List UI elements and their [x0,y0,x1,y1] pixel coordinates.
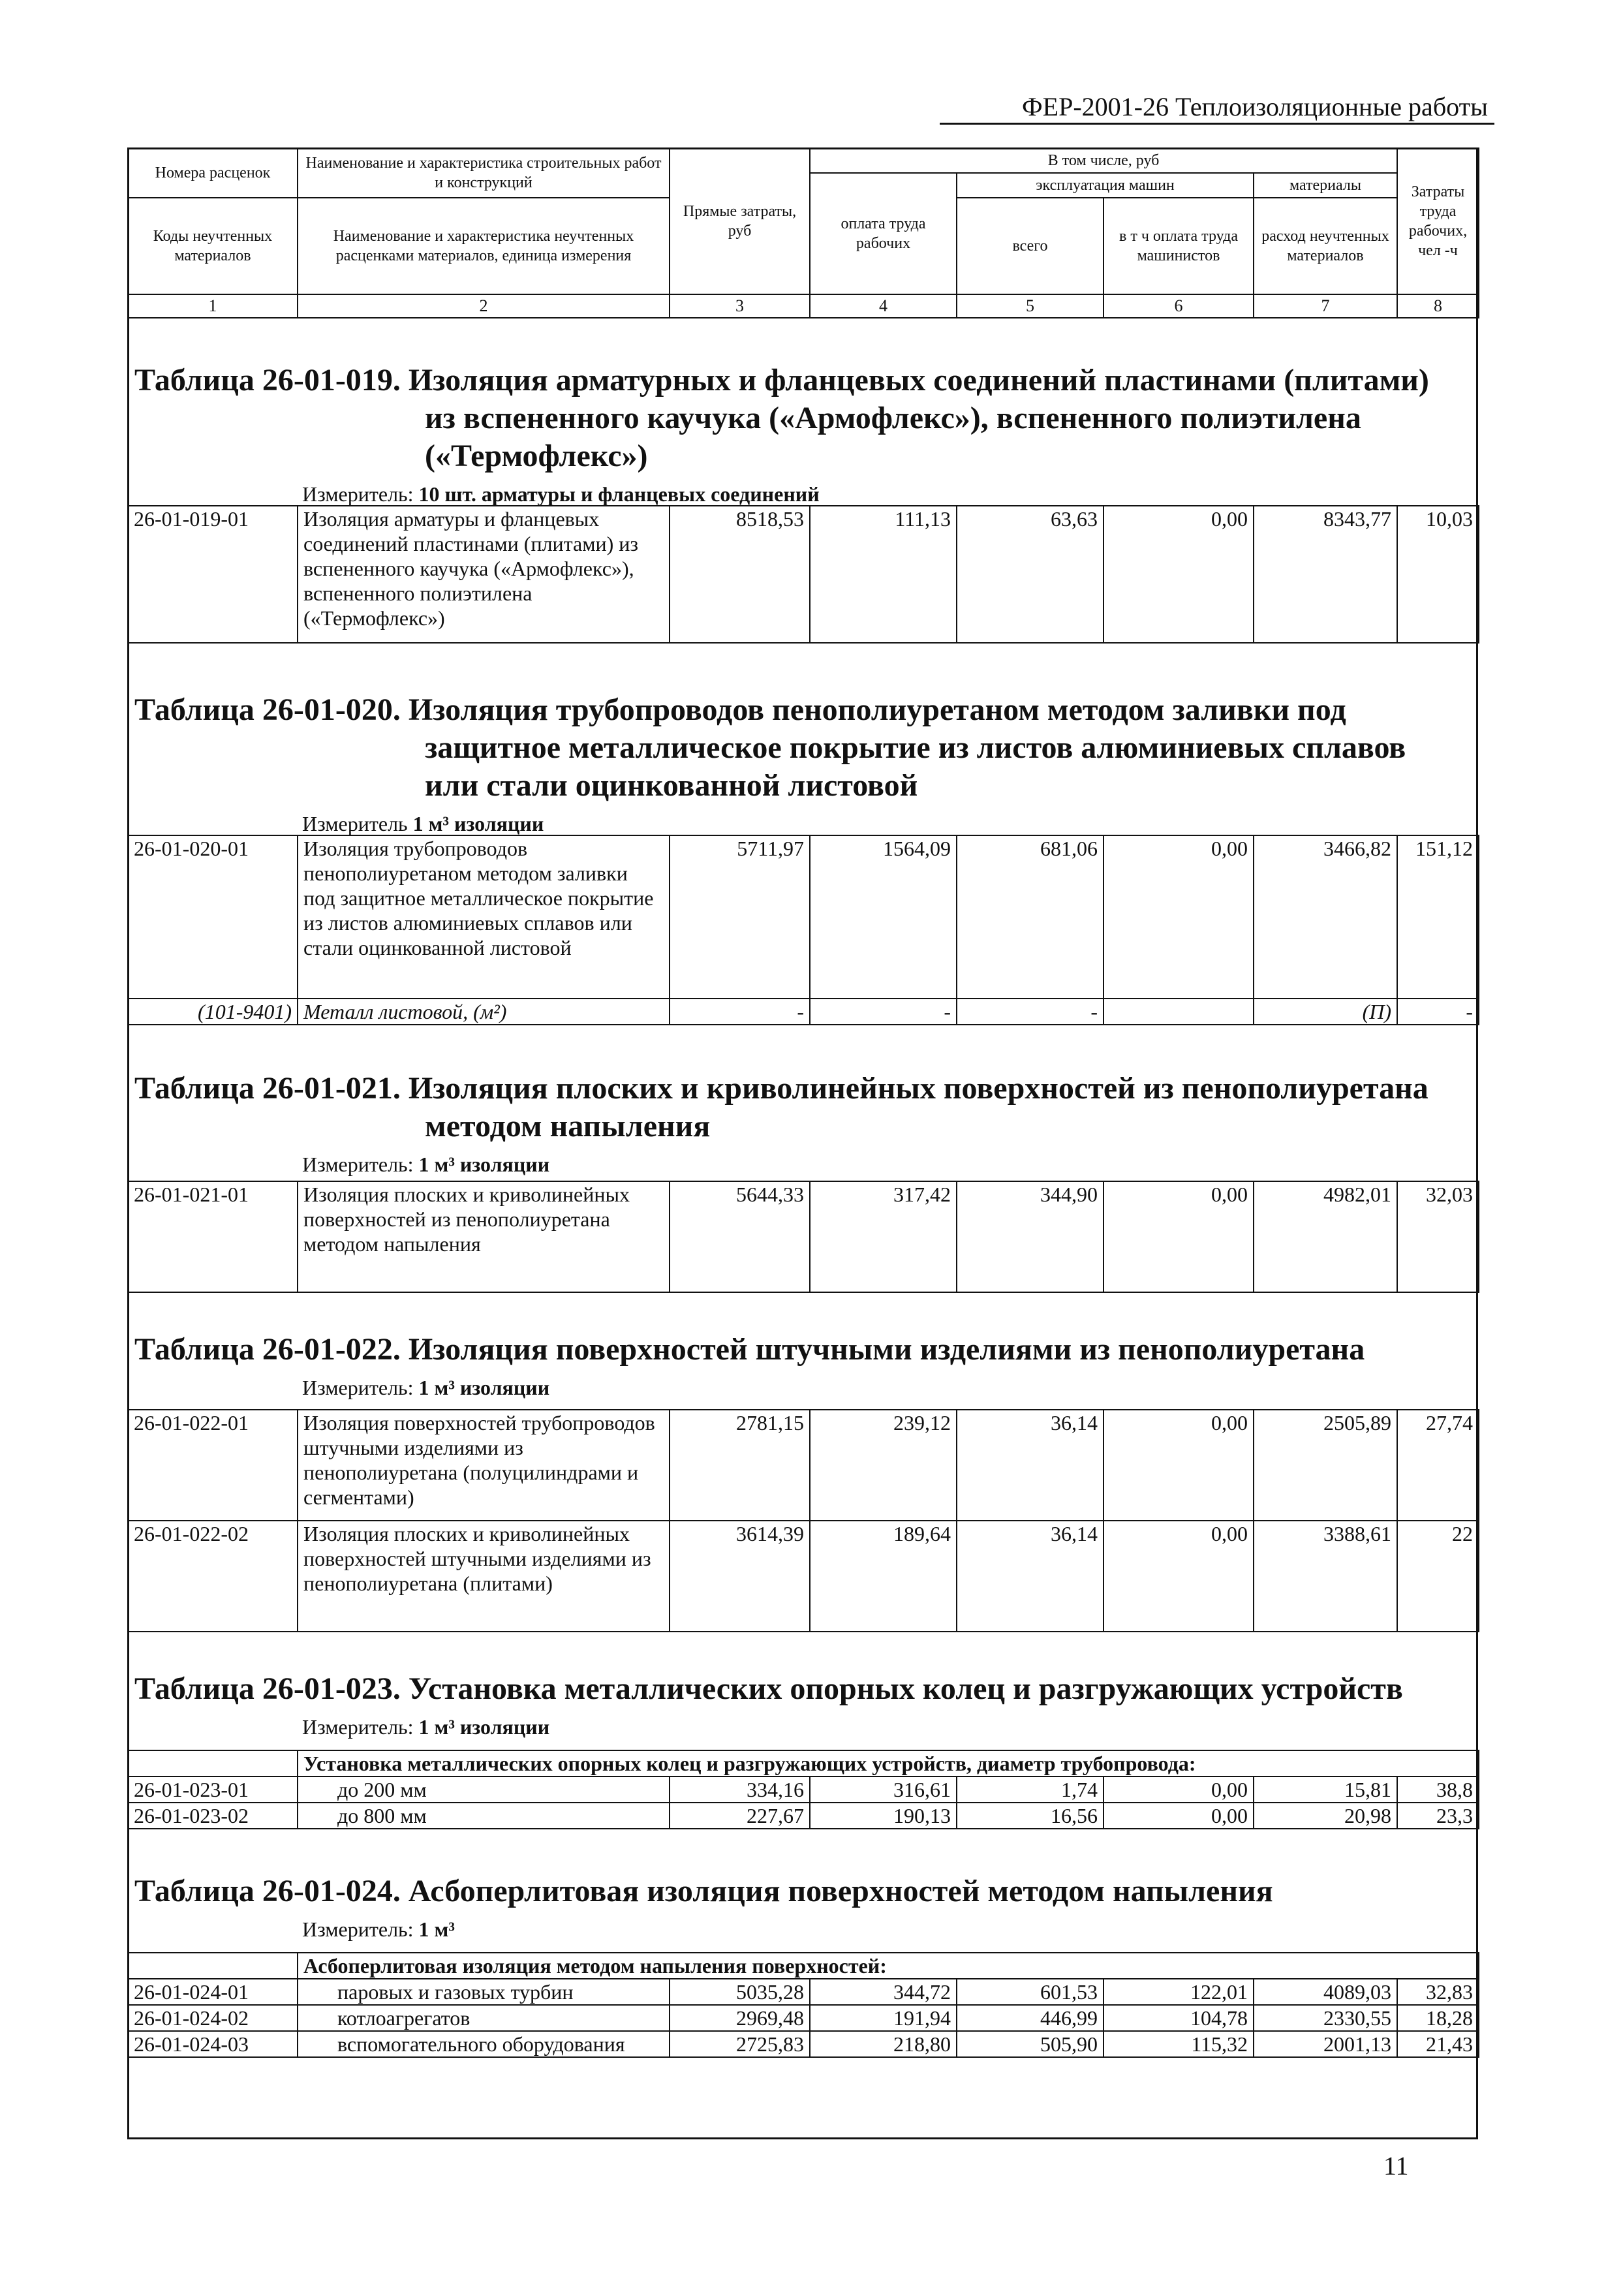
table-meter: Измеритель: 1 м³ изоляции [302,1715,550,1739]
table-row [128,1181,1479,1292]
rate-name: Изоляция плоских и криволинейных поверхностей штучными изделиями из пенополиуретана (плитами) [298,1521,670,1632]
machines-total: 36,14 [957,1521,1104,1632]
table-row [128,1521,1479,1632]
operators-pay: 0,00 [1104,506,1254,643]
machines-total: 36,14 [957,1410,1104,1521]
group-label: Установка металлических опорных колец и разгружающих устройств, диаметр трубопровода: [298,1750,1479,1776]
table-title: Таблица 26-01-024. Асбоперлитовая изоляция поверхностей методом напыления [134,1874,1273,1908]
operators-pay: 0,00 [1104,1776,1254,1803]
table-row [128,506,1479,643]
table-row [128,1776,1479,1803]
table-row [128,835,1479,999]
direct-cost: 5035,28 [670,1979,810,2005]
labor-hours: 21,43 [1397,2031,1479,2057]
page-frame [127,147,1478,2139]
column-header [127,147,1479,318]
rate-name: Изоляция поверхностей трубопроводов штучными изделиями из пенополиуретана (полуцилиндрами и сегментами) [298,1410,670,1521]
group-label: Асбоперлитовая изоляция методом напыления поверхностей: [298,1953,1479,1979]
rate-code: 26-01-023-02 [128,1803,298,1829]
materials-cost: 2505,89 [1254,1410,1397,1521]
materials-cost: 8343,77 [1254,506,1397,643]
table-meter: Измеритель: 1 м³ изоляции [302,1376,550,1399]
labor-pay: 317,42 [810,1181,957,1292]
header-col2-bottom: Наименование и характеристика неучтенных расценками материалов, единица измерения [298,198,670,294]
header-num: 6 [1104,294,1254,318]
header-col1-top: Номера расценок [128,148,298,198]
header-col3: Прямые затраты, руб [670,148,810,294]
labor-pay: 239,12 [810,1410,957,1521]
section-table-021 [129,1070,1476,1177]
header-rule [940,123,1494,125]
direct-cost: 2725,83 [670,2031,810,2057]
direct-cost: 2781,15 [670,1410,810,1521]
labor-pay: 191,94 [810,2005,957,2031]
header-num: 5 [957,294,1104,318]
direct-cost: 3614,39 [670,1521,810,1632]
machines-total: 601,53 [957,1979,1104,2005]
rates-table-020 [127,835,1479,1025]
section-table-022 [129,1331,1476,1400]
operators-pay: 0,00 [1104,1521,1254,1632]
materials-cost: 15,81 [1254,1776,1397,1803]
operators-pay: 0,00 [1104,835,1254,999]
operators-pay: 0,00 [1104,1803,1254,1829]
labor-hours: 32,83 [1397,1979,1479,2005]
table-row [128,2031,1479,2057]
rates-table-021 [127,1181,1479,1293]
materials-cost: 4089,03 [1254,1979,1397,2005]
materials-cost: 2001,13 [1254,2031,1397,2057]
material-name: Металл листовой, (м²) [298,999,670,1025]
machines-total: 16,56 [957,1803,1104,1829]
labor-hours: 23,3 [1397,1803,1479,1829]
table-row [128,2005,1479,2031]
machines-total: 1,74 [957,1776,1104,1803]
table-title: Таблица 26-01-020. Изоляция трубопроводов пенополиуретаном методом заливки под защитное металлическое покрытие из листов алюминиевых сплавов или стали оцинкованной листовой [134,692,1406,803]
rate-name: котлоагрегатов [298,2005,670,2031]
header-incl: В том числе, руб [810,148,1397,173]
table-title: Таблица 26-01-022. Изоляция поверхностей штучными изделиями из пенополиуретана [134,1332,1365,1367]
labor-hours: 27,74 [1397,1410,1479,1521]
labor-pay: 218,80 [810,2031,957,2057]
labor-pay: 316,61 [810,1776,957,1803]
rate-code: 26-01-023-01 [128,1776,298,1803]
labor-pay: 344,72 [810,1979,957,2005]
rate-code: 26-01-021-01 [128,1181,298,1292]
rate-name: до 200 мм [298,1776,670,1803]
header-num: 4 [810,294,957,318]
material-direct-cost: - [670,999,810,1025]
header-num: 3 [670,294,810,318]
machines-total: 681,06 [957,835,1104,999]
section-table-024 [129,1872,1476,1942]
material-labor-pay: - [810,999,957,1025]
material-operators [1104,999,1254,1025]
machines-total: 344,90 [957,1181,1104,1292]
material-labor-hours: - [1397,999,1479,1025]
rates-table-019 [127,505,1479,644]
rate-code: 26-01-022-01 [128,1410,298,1521]
header-col8: Затраты труда рабочих, чел -ч [1397,148,1479,294]
labor-pay: 1564,09 [810,835,957,999]
header-col7: расход неучтенных материалов [1254,198,1397,294]
operators-pay: 115,32 [1104,2031,1254,2057]
rate-name: Изоляция плоских и криволинейных поверхностей из пенополиуретана методом напыления [298,1181,670,1292]
header-col6: в т ч оплата труда машинистов [1104,198,1254,294]
section-table-019 [129,362,1476,506]
header-num: 8 [1397,294,1479,318]
materials-cost: 4982,01 [1254,1181,1397,1292]
rates-table-024 [127,1952,1479,2058]
rate-name: вспомогательного оборудования [298,2031,670,2057]
header-num: 1 [128,294,298,318]
rate-name: паровых и газовых турбин [298,1979,670,2005]
table-title: Таблица 26-01-019. Изоляция арматурных и фланцевых соединений пластинами (плитами) из вспененного каучука («Армофлекс»), вспененного полиэтилена («Термофлекс») [134,363,1429,473]
header-materials: материалы [1254,173,1397,198]
table-title: Таблица 26-01-023. Установка металлических опорных колец и разгружающих устройств [134,1671,1403,1706]
header-col5: всего [957,198,1104,294]
rate-code: 26-01-024-03 [128,2031,298,2057]
header-num: 2 [298,294,670,318]
machines-total: 505,90 [957,2031,1104,2057]
table-meter: Измеритель: 1 м³ изоляции [302,1153,550,1176]
rates-table-023 [127,1750,1479,1829]
page-number: 11 [1383,2151,1409,2180]
document-header: ФЕР-2001-26 Теплоизоляционные работы [1022,92,1488,121]
rate-code: 26-01-019-01 [128,506,298,643]
labor-pay: 111,13 [810,506,957,643]
labor-hours: 10,03 [1397,506,1479,643]
rate-code: 26-01-024-01 [128,1979,298,2005]
materials-cost: 2330,55 [1254,2005,1397,2031]
table-row [128,1803,1479,1829]
labor-hours: 18,28 [1397,2005,1479,2031]
rate-code: 26-01-020-01 [128,835,298,999]
operators-pay: 0,00 [1104,1410,1254,1521]
header-col4: оплата труда рабочих [810,173,957,294]
labor-hours: 22 [1397,1521,1479,1632]
direct-cost: 8518,53 [670,506,810,643]
machines-total: 446,99 [957,2005,1104,2031]
header-machines: эксплуатация машин [957,173,1254,198]
header-col2-top: Наименование и характеристика строительных работ и конструкций [298,148,670,198]
rate-name: Изоляция трубопроводов пенополиуретаном методом заливки под защитное металлическое покрытие из листов алюминиевых сплавов или стали оцинкованной листовой [298,835,670,999]
table-row [128,1979,1479,2005]
group-row [128,1750,1479,1776]
material-machines: - [957,999,1104,1025]
section-table-023 [129,1670,1476,1739]
labor-hours: 32,03 [1397,1181,1479,1292]
operators-pay: 104,78 [1104,2005,1254,2031]
materials-cost: 3388,61 [1254,1521,1397,1632]
operators-pay: 122,01 [1104,1979,1254,2005]
labor-pay: 190,13 [810,1803,957,1829]
table-meter: Измеритель: 10 шт. арматуры и фланцевых соединений [302,482,820,506]
header-col1-bottom: Коды неучтенных материалов [128,198,298,294]
table-meter: Измеритель: 1 м³ [302,1917,455,1941]
rate-name: до 800 мм [298,1803,670,1829]
material-consumption: (П) [1254,999,1397,1025]
direct-cost: 2969,48 [670,2005,810,2031]
materials-cost: 3466,82 [1254,835,1397,999]
table-meter: Измеритель 1 м³ изоляции [302,812,544,835]
header-num: 7 [1254,294,1397,318]
rates-table-022 [127,1409,1479,1632]
rate-name: Изоляция арматуры и фланцевых соединений пластинами (плитами) из вспененного каучука («Армофлекс»), вспененного полиэтилена («Термофлекс») [298,506,670,643]
direct-cost: 227,67 [670,1803,810,1829]
labor-hours: 151,12 [1397,835,1479,999]
material-row [128,999,1479,1025]
section-table-020 [129,691,1476,836]
material-code: (101-9401) [128,999,298,1025]
machines-total: 63,63 [957,506,1104,643]
labor-hours: 38,8 [1397,1776,1479,1803]
labor-pay: 189,64 [810,1521,957,1632]
operators-pay: 0,00 [1104,1181,1254,1292]
direct-cost: 5644,33 [670,1181,810,1292]
table-title: Таблица 26-01-021. Изоляция плоских и криволинейных поверхностей из пенополиуретана методом напыления [134,1071,1428,1143]
direct-cost: 334,16 [670,1776,810,1803]
direct-cost: 5711,97 [670,835,810,999]
table-row [128,1410,1479,1521]
materials-cost: 20,98 [1254,1803,1397,1829]
group-row [128,1953,1479,1979]
rate-code: 26-01-022-02 [128,1521,298,1632]
rate-code: 26-01-024-02 [128,2005,298,2031]
